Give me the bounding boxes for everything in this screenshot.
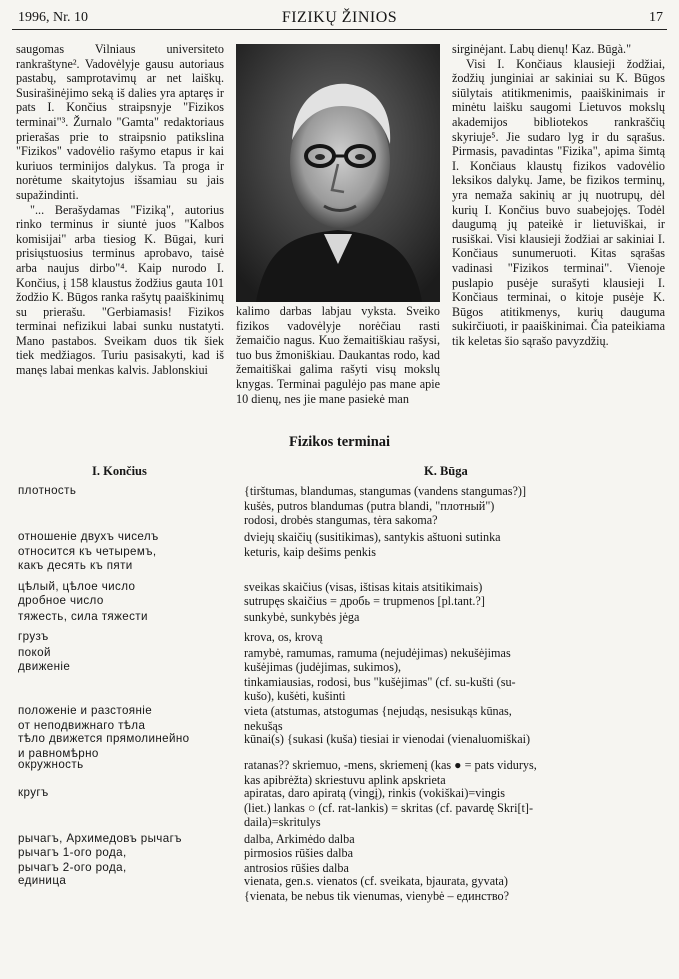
term-lithuanian: sveikas skaičius (visas, ištisas kitais atsitikimais) <box>244 580 483 594</box>
term-russian: цѣлый, цѣлое число <box>18 580 136 593</box>
term-lithuanian: kušėjimas (judėjimas, sukimos), tinkamiausias, rodosi, bus "kušėjimas" (cf. su-kušti (su- kušo), kušėti, kušinti <box>244 660 516 704</box>
issue-number: 1996, Nr. 10 <box>18 10 88 25</box>
term-russian: отношеніе двухъ чиселъ относится къ четыремъ, какъ десять къ пяти <box>18 530 159 573</box>
term-lithuanian: sunkybė, sunkybės jėga <box>244 610 360 624</box>
term-lithuanian: dalba, Arkimėdo dalba <box>244 832 355 846</box>
portrait-image <box>236 44 440 302</box>
term-lithuanian: vienata, gen.s. vienatos (cf. sveikata, bjaurata, gyvata) {vienata, be nebus tik vienumas, vienybė – единство? <box>244 874 510 903</box>
term-lithuanian: kūnai(s) {sukasi (kuša) tiesiai ir vienodai (vienaluomiškai) <box>244 732 531 746</box>
term-lithuanian: ramybė, ramumas, ramuma (nejudėjimas) nekušėjimas <box>244 646 511 660</box>
running-head <box>12 8 667 30</box>
right-paragraph-1: sirginėjant. Labų dienų! Kaz. Būgà." <box>452 42 632 56</box>
term-russian: тяжесть, сила тяжести <box>18 610 148 623</box>
term-russian: окружность <box>18 758 84 771</box>
term-russian: тѣло движется прямолинейно и равномѣрно <box>18 732 190 760</box>
term-lithuanian: vieta (atstumas, atstogumas {nejudąs, nesisukąs kūnas, nekušąs <box>244 704 512 733</box>
left-text-column <box>16 42 224 378</box>
table-head-koncius: I. Končius <box>92 464 147 478</box>
right-text-column <box>452 42 665 348</box>
term-russian: рычагъ 1-ого рода, рычагъ 2-ого рода, <box>18 846 127 874</box>
term-lithuanian: apiratas, daro apiratą (vingį), rinkis (vokiškai)=vingis (liet.) lankas ○ (cf. rat-lankis) = skritas (cf. pavardę Skri[t]- daila)=skritulys <box>244 786 534 830</box>
term-russian: единица <box>18 874 67 887</box>
term-lithuanian: sutrupęs skaičius = дробь = trupmenos [pl.tant.?] <box>244 594 485 608</box>
term-lithuanian: pirmosios rūšies dalba antrosios rūšies dalba <box>244 846 353 875</box>
page-number: 17 <box>649 10 663 25</box>
term-russian: плотность <box>18 484 77 497</box>
term-lithuanian: {tirštumas, blandumas, stangumas (vandens stangumas?)] kušės, putros blandumas (putra blandi, "плотный") rodosi, drobės stangumas, tėra sakoma? <box>244 484 527 528</box>
term-russian: положеніе и разстояніе от неподвижнаго тѣла <box>18 704 153 732</box>
term-russian: рычагъ, Архимедовъ рычагъ <box>18 832 182 845</box>
term-russian: движеніе <box>18 660 71 673</box>
portrait-photo <box>236 44 440 302</box>
middle-text-column <box>236 304 440 406</box>
term-lithuanian: ratanas?? skriemuo, -mens, skriemenį (kas ● = pats vidurys, kas apibrėžta) skriestuvu aplink apskrieta <box>244 758 537 787</box>
left-paragraph-1: saugomas Vilniaus universiteto rankraštyne². Vadovėlyje gausu autoriaus pastabų, samprotavimų ar net laiškų. Susirašinėjimo seką iš dalies yra aptaręs ir pats I. Končius straipsnyje "Fizikos terminai"³. Žurnalo "Gamta" redaktoriaus prierašas prie to straipsnio patikslina "Fizikos" vadovėlio rašymo etapus ir kai kuriuos terminijos dalykus. Ta proga ir norėtume skaitytojus išsamiau su jais supažindinti. <box>16 42 224 202</box>
middle-paragraph-1: kalimo darbas labjau vyksta. Sveiko fizikos vadovėlyje norėčiau rasti žemaičio nagus. Kuo žemaitiškiau rašysi, tuo bus žmoniškiau. Daukantas rodo, kad žemaitiškai galima rašyti visų mokslų knygas. Terminai pagulėjo pas mane apie 10 dienų, nes jie mane pasiekė man <box>236 304 440 406</box>
term-russian: кругъ <box>18 786 49 799</box>
term-russian: грузъ <box>18 630 49 643</box>
table-head-buga: K. Būga <box>424 464 468 478</box>
table-title: Fizikos terminai <box>288 434 391 450</box>
term-lithuanian: dviejų skaičių (susitikimas), santykis aštuoni sutinka keturis, kaip dešims penkis <box>244 530 501 559</box>
term-russian: покой <box>18 646 51 659</box>
term-lithuanian: krova, os, krovą <box>244 630 323 644</box>
journal-title: FIZIKŲ ŽINIOS <box>281 9 398 26</box>
right-paragraph-2: Visi I. Končiaus klausieji žodžiai, žodžių junginiai ar sakiniai su K. Būgos siūlytais atitikmenimis, paaiškinimais ir minėtu laišku saugomi Lietuvos mokslų akademijos bibliotekos rankraščių skyriuje⁵. Jie sudaro lyg ir du sąrašus. Pirmasis, pavadintas "Fizika", apima šimtą I. Končiaus klaustų fizikos vadovėlio leksikos dalykų. Jame, be fizikos terminų, yra nemaža sakinių ar jų nuotrupų, dėl kurių I. Končius buvo suabejojęs. Todėl daugumą jų pateikė ir lietuviškai, ir rusiškai. Visi klausieji žodžiai ar sakiniai I. Končiaus sunumeruoti. Kitas sąrašas vadinasi "Fizikos terminai". Vienoje puslapio pusėje surašyti klausieji I. Končiaus terminai, o kitoje pusėje K. Būgos atitikmenys, kurių dauguma sukirčiuoti, ir paaiškinimai. Čia pateikiama tik keletas šio sąrašo pavyzdžių. <box>452 56 665 348</box>
left-paragraph-2: "... Berašydamas "Fiziką", autorius rinko terminus ir siuntė juos "Kalbos komisijai" arba tiesiog K. Būgai, kuri prisiųstuosius terminus aprobavo, taisė arba naujus dirbo"⁴. Kaip nurodo I. Končius, į 158 klaustus žodžius gauta 101 žodžio K. Būgos ranka rašytų paaiškinimų su prierašu. "Gerbiamasis! Fizikos terminai nefizikui labai sunku nustatyti. Mano pastabos. Sveikam duos tik šiek tiek medžiagos. Turiu pasisakyti, kad iš manęs labai menkas kalvis. Jablonskiui <box>16 202 224 378</box>
term-russian: дробное число <box>18 594 104 607</box>
